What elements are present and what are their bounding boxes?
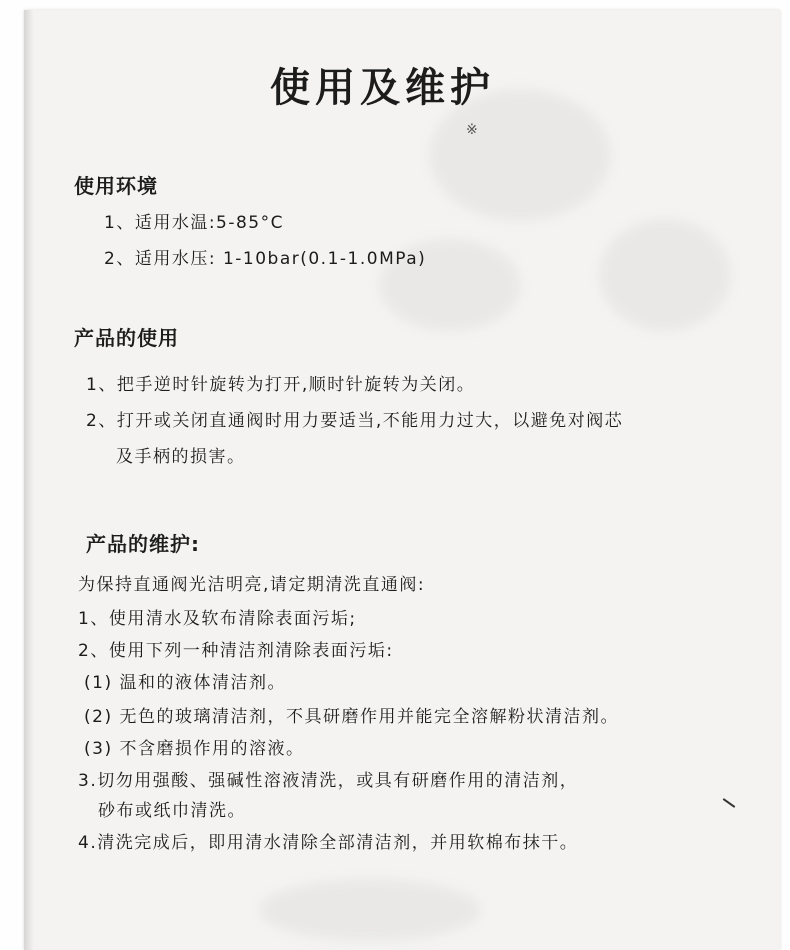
maintenance-line: 2、使用下列一种清洁剂清除表面污垢: — [78, 641, 394, 661]
maintenance-intro: 为保持直通阀光洁明亮,请定期清洗直通阀: — [78, 575, 426, 595]
page-title: 使用及维护 — [270, 65, 495, 111]
usage-item-continued: 及手柄的损害。 — [116, 447, 246, 467]
ornament-mark: ※ — [466, 122, 478, 138]
usage-item: 2、打开或关闭直通阀时用力要适当,不能用力过大，以避免对阀芯 — [86, 411, 624, 431]
maintenance-line: (1) 温和的液体清洁剂。 — [84, 673, 286, 693]
page-edge-shadow — [24, 10, 34, 950]
usage-item: 1、把手逆时针旋转为打开,顺时针旋转为关闭。 — [86, 375, 476, 395]
maintenance-line: 4.清洗完成后，即用清水清除全部清洁剂，并用软棉布抹干。 — [78, 833, 579, 853]
maintenance-line-continued: 砂布或纸巾清洗。 — [98, 801, 246, 821]
environment-heading: 使用环境 — [74, 174, 158, 198]
environment-item: 2、适用水压: 1-10bar(0.1-1.0MPa) — [104, 249, 427, 269]
environment-item: 1、适用水温:5-85°C — [104, 213, 284, 233]
maintenance-line: (3) 不含磨损作用的溶液。 — [84, 739, 305, 759]
show-through-blot — [600, 220, 730, 330]
maintenance-line: 1、使用清水及软布清除表面污垢; — [78, 609, 357, 629]
show-through-blot — [260, 880, 480, 940]
maintenance-line: (2) 无色的玻璃清洁剂，不具研磨作用并能完全溶解粉状清洁剂。 — [84, 707, 619, 727]
maintenance-heading: 产品的维护: — [86, 532, 200, 556]
maintenance-line: 3.切勿用强酸、强碱性溶液清洗，或具有研磨作用的清洁剂， — [78, 771, 579, 791]
usage-heading: 产品的使用 — [74, 326, 179, 350]
